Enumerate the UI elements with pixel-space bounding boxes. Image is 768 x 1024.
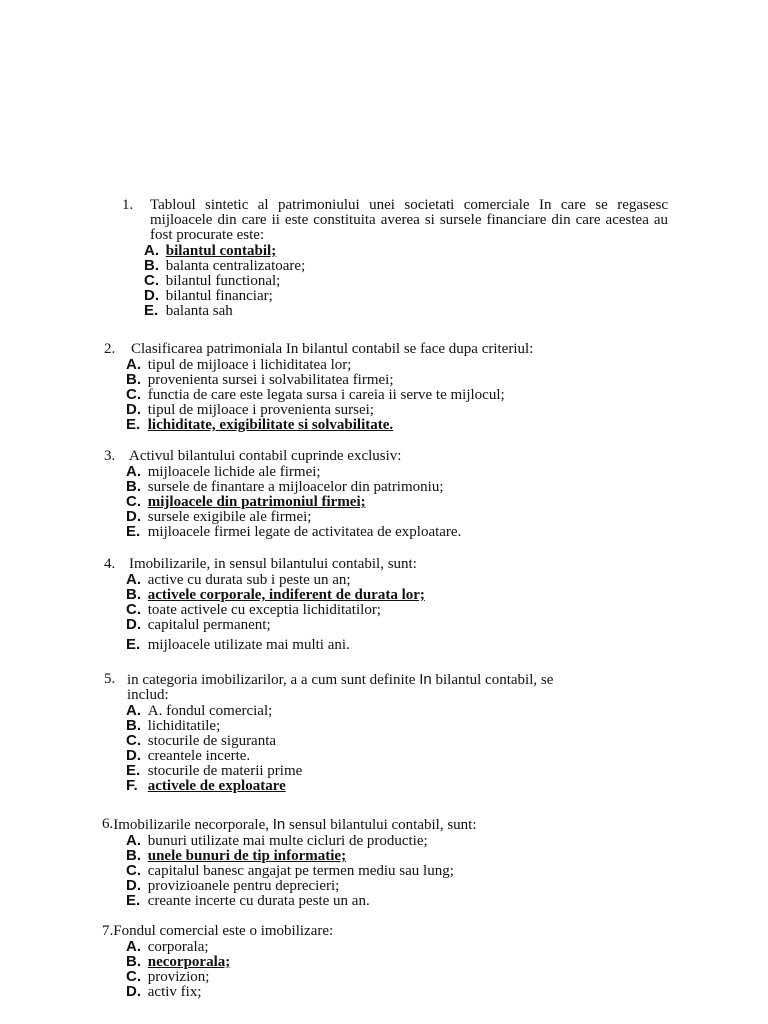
option-d[interactable] [144,288,668,303]
question-number: 4. [104,556,116,572]
option-text: lichiditatile; [147,718,221,734]
question-number: 3. [104,448,116,464]
question-stem [102,924,702,939]
option-e[interactable] [144,303,668,318]
option-text: corporala; [147,939,209,955]
question-stem [104,672,704,688]
option-letter: C. [126,601,141,618]
option-letter: E. [144,302,159,319]
option-letter: B. [126,847,141,864]
question-5 [104,672,704,793]
option-text: capitalul permanent; [147,617,271,633]
question-stem [102,817,702,833]
option-f[interactable] [126,778,704,793]
option-c[interactable] [126,969,702,984]
option-b[interactable] [126,479,704,494]
option-letter: D. [126,983,141,1000]
option-text: creantele incerte. [147,748,251,764]
option-a[interactable] [126,833,702,848]
option-text-correct: bilantul contabil; [165,243,277,259]
question-stem [104,557,704,572]
option-c[interactable] [126,602,704,617]
option-letter: E. [126,892,141,909]
option-text: provizioanele pentru deprecieri; [147,878,340,894]
option-text: tipul de mijloace i provenienta sursei; [147,402,374,418]
option-letter: D. [126,877,141,894]
option-letter: C. [144,272,159,289]
question-3 [104,449,704,539]
option-text: balanta sah [165,303,233,319]
option-e[interactable] [126,893,702,908]
option-text-correct: activele de exploatare [147,778,286,794]
option-d[interactable] [126,402,704,417]
option-text: balanta centralizatoare; [165,258,306,274]
option-c[interactable] [126,863,702,878]
options-list [104,703,704,793]
option-letter: A. [126,571,141,588]
option-a[interactable] [126,357,704,372]
option-b[interactable] [144,258,668,273]
option-b[interactable] [126,954,702,969]
option-letter: E. [126,523,141,540]
option-letter: E. [126,416,141,433]
option-text: sursele exigibile ale firmei; [147,509,312,525]
option-text-correct: activele corporale, indiferent de durata lor; [147,587,425,603]
option-text: bilantul functional; [165,273,281,289]
option-letter: B. [126,371,141,388]
option-letter: D. [126,401,141,418]
option-a[interactable] [126,939,702,954]
question-4 [104,557,704,652]
option-e[interactable] [126,524,704,539]
option-letter: B. [126,586,141,603]
option-text: provizion; [147,969,210,985]
question-1 [122,198,668,318]
question-stem [122,198,668,243]
question-stem [104,342,704,357]
option-letter: A. [126,702,141,719]
option-text-correct: necorporala; [147,954,231,970]
option-d[interactable] [126,878,702,893]
question-text-continued: includ: [127,687,169,703]
question-text: Imobilizarile necorporale, In sensul bilantului contabil, sunt: [113,816,477,833]
option-d[interactable] [126,617,704,632]
option-b[interactable] [126,372,704,387]
option-letter: C. [126,732,141,749]
option-text: stocurile de siguranta [147,733,277,749]
option-text: mijloacele firmei legate de activitatea de exploatare. [147,524,462,540]
option-text: mijloacele utilizate mai multi ani. [147,637,350,653]
question-text: Fondul comercial este o imobilizare: [113,923,334,939]
options-list [102,833,702,908]
options-list [102,939,702,999]
option-c[interactable] [126,387,704,402]
option-letter: B. [144,257,159,274]
option-letter: B. [126,478,141,495]
option-letter: B. [126,717,141,734]
option-letter: A. [126,356,141,373]
question-stem [104,449,704,464]
option-text: functia de care este legata sursa i careia ii serve te mijlocul; [147,387,505,403]
option-letter: B. [126,953,141,970]
option-text-correct: mijloacele din patrimoniul firmei; [147,494,366,510]
option-text: bilantul financiar; [165,288,273,304]
option-text: tipul de mijloace i lichiditatea lor; [147,357,352,373]
option-letter: C. [126,862,141,879]
option-text-correct: lichiditate, exigibilitate si solvabilitate. [147,417,394,433]
question-number: 6. [102,816,114,832]
option-text: provenienta sursei i solvabilitatea firmei; [147,372,394,388]
option-letter: D. [126,747,141,764]
option-letter: D. [144,287,159,304]
options-list [104,357,704,432]
options-list [122,243,668,318]
option-c[interactable] [144,273,668,288]
option-c[interactable] [126,733,704,748]
options-list [104,572,704,652]
option-letter: A. [126,938,141,955]
question-text: Tabloul sintetic al patrimoniului unei societati comerciale In care se regasesc mijloacele din care ii este constituita averea si sursele financiare din care acestea au fost procurate este: [150,197,668,243]
option-b[interactable] [126,587,704,602]
option-text: bunuri utilizate mai multe cicluri de productie; [147,833,428,849]
option-text-correct: unele bunuri de tip informatie; [147,848,347,864]
option-d[interactable] [126,509,704,524]
question-text: in categoria imobilizarilor, a a cum sunt definite In bilantul contabil, se [127,671,554,688]
options-list [104,464,704,539]
option-b[interactable] [126,718,704,733]
option-text: mijloacele lichide ale firmei; [147,464,321,480]
option-e[interactable] [126,637,704,652]
option-text: toate activele cu exceptia lichiditatilor; [147,602,381,618]
option-letter: D. [126,508,141,525]
option-letter: A. [144,242,159,259]
option-c[interactable] [126,494,704,509]
question-7 [102,924,702,999]
question-number: 7. [102,923,114,939]
option-letter: E. [126,636,141,653]
question-number: 1. [122,197,134,213]
option-letter: A. [126,832,141,849]
option-d[interactable] [126,984,702,999]
option-text: sursele de finantare a mijloacelor din patrimoniu; [147,479,444,495]
option-a[interactable] [126,703,704,718]
option-letter: D. [126,616,141,633]
option-a[interactable] [126,464,704,479]
option-letter: C. [126,386,141,403]
option-letter: C. [126,968,141,985]
option-b[interactable] [126,848,702,863]
option-text: A. fondul comercial; [147,703,273,719]
option-e[interactable] [126,417,704,432]
option-letter: C. [126,493,141,510]
question-number: 5. [104,671,116,687]
option-text: stocurile de materii prime [147,763,303,779]
option-text: creante incerte cu durata peste un an. [147,893,370,909]
option-a[interactable] [126,572,704,587]
option-text: activ fix; [147,984,202,1000]
option-d[interactable] [126,748,704,763]
question-text: Clasificarea patrimoniala In bilantul contabil se face dupa criteriul: [131,341,534,357]
question-number: 2. [104,341,116,357]
question-6 [102,817,702,908]
option-text: active cu durata sub i peste un an; [147,572,351,588]
question-text: Imobilizarile, in sensul bilantului contabil, sunt: [129,556,417,572]
question-text: Activul bilantului contabil cuprinde exclusiv: [129,448,402,464]
option-letter: E. [126,762,141,779]
option-letter: F. [126,777,138,794]
option-text: capitalul banesc angajat pe termen mediu sau lung; [147,863,454,879]
option-letter: A. [126,463,141,480]
question-2 [104,342,704,432]
option-a[interactable] [144,243,668,258]
option-e[interactable] [126,763,704,778]
